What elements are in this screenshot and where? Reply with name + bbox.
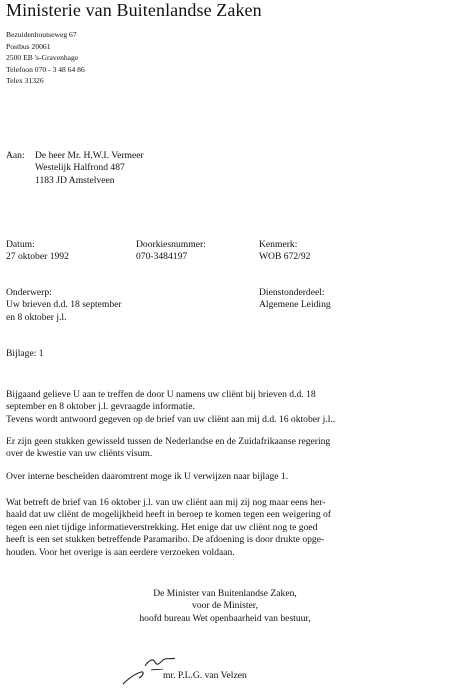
recipient-line: De heer Mr. H.W.I. Vermeer (35, 150, 144, 161)
recipient-line: 1183 JD Amstelveen (35, 174, 115, 186)
date-field (6, 239, 69, 264)
address-line: Telex 31326 (6, 76, 44, 86)
subject-field (6, 287, 122, 324)
phone-label: Doorkiesnummer: (136, 239, 206, 250)
body-line: haald dat uw cliënt de mogelijkheid heeft in beroep te komen tegen een weigering of (6, 509, 332, 521)
body-line: heeft is een set stukken betreffende Paramaribo. De afdoening is door drukte opge- (6, 534, 325, 546)
reference-value: WOB 672/92 (259, 251, 311, 263)
subject-label: Onderwerp: (6, 287, 52, 298)
ministry-name: Ministerie van Buitenlandse Zaken (6, 0, 262, 20)
reference-field (259, 239, 310, 264)
department-field (259, 287, 331, 312)
closing-line: hoofd bureau Wet openbaarheid van bestuur, (139, 612, 311, 624)
body-paragraph (6, 436, 446, 461)
body-line: over de kwestie van uw cliënts visum. (6, 448, 153, 460)
subject-line: Uw brieven d.d. 18 september (6, 299, 122, 311)
body-line: september en 8 oktober j.l. gevraagde informatie. (6, 401, 195, 413)
department-label: Dienstonderdeel: (259, 287, 325, 298)
body-line: Wat betreft de brief van 16 oktober j.l. van uw cliënt aan mij zij nog maar eens her- (6, 497, 326, 508)
recipient-line: Westelijk Halfrond 487 (35, 162, 125, 174)
body-line: tegen een niet tijdige informatieverstrekking. Het enige dat uw cliënt nog te goed (6, 521, 318, 533)
body-line: Over interne bescheiden daaromtrent moge ik U verwijzen naar bijlage 1. (6, 471, 289, 482)
body-line: houden. Voor het overige is aan eerdere verzoeken voldaan. (6, 546, 235, 558)
address-line: Bezuidenhoutseweg 67 (6, 30, 77, 39)
body-line: Tevens wordt antwoord gegeven op de brief van uw cliënt aan mij d.d. 16 oktober j.l.. (6, 413, 336, 425)
address-line: Postbus 20061 (6, 41, 51, 51)
body-paragraph (6, 471, 446, 483)
closing-block (90, 588, 360, 625)
subject-line: en 8 oktober j.l. (6, 311, 67, 323)
address-line: 2500 EB 's-Gravenhage (6, 53, 79, 63)
body-paragraph (6, 497, 446, 559)
body-line: Er zijn geen stukken gewisseld tussen de Nederlandse en de Zuidafrikaanse regering (6, 436, 331, 447)
closing-line: De Minister van Buitenlandse Zaken, (153, 588, 297, 599)
closing-line: voor de Minister, (192, 600, 258, 612)
attachment-line: Bijlage: 1 (6, 348, 44, 359)
reference-label: Kenmerk: (259, 239, 298, 250)
phone-field (136, 239, 206, 264)
signatory-name: mr. P.L.G. van Velzen (163, 670, 247, 681)
recipient-label: Aan: (6, 150, 25, 161)
address-line: Telefoon 070 - 3 48 64 86 (6, 64, 85, 74)
sender-address (6, 29, 85, 87)
recipient-block (6, 150, 306, 190)
department-value: Algemene Leiding (259, 299, 331, 311)
phone-value: 070-3484197 (136, 251, 188, 263)
recipient-address (35, 150, 144, 187)
body-line: Bijgaand gelieve U aan te treffen de door U namens uw cliënt bij brieven d.d. 18 (6, 389, 316, 400)
body-paragraph (6, 389, 446, 426)
date-label: Datum: (6, 239, 35, 250)
date-value: 27 oktober 1992 (6, 251, 69, 263)
